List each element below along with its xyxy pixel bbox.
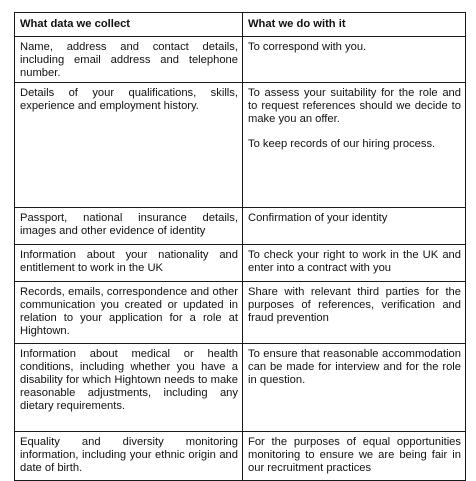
use-cell <box>243 245 466 282</box>
use-cell <box>243 37 466 83</box>
header-what-we-do: What we do with it <box>243 13 466 37</box>
table-row <box>15 282 466 344</box>
use-cell <box>243 432 466 481</box>
table-row <box>15 37 466 83</box>
table-header-row <box>15 13 466 37</box>
data-collection-table <box>14 12 466 481</box>
use-text: For the purposes of equal opportunities monitoring to ensure we are being fair in our recruitment practices <box>248 436 461 474</box>
use-cell <box>243 282 466 344</box>
table-row <box>15 432 466 481</box>
collect-cell: Records, emails, correspondence and other communication you created or updated in relation to your application for a role at Hightown. <box>15 282 243 344</box>
use-cell <box>243 344 466 432</box>
use-text: To keep records of our hiring process. <box>248 138 436 150</box>
use-cell <box>243 208 466 245</box>
collect-cell: Information about your nationality and entitlement to work in the UK <box>15 245 243 282</box>
table-row <box>15 83 466 208</box>
use-text: To check your right to work in the UK and enter into a contract with you <box>248 249 461 274</box>
collect-cell: Passport, national insurance details, images and other evidence of identity <box>15 208 243 245</box>
use-text: To assess your suitability for the role and to request references should we decide to make you an offer. <box>248 87 461 125</box>
collect-cell: Information about medical or health conditions, including whether you have a disability for which Hightown needs to make reasonable adjustments, including any dietary requirements. <box>15 344 243 432</box>
use-text: Confirmation of your identity <box>248 212 388 224</box>
header-what-we-collect: What data we collect <box>15 13 243 37</box>
use-text: To correspond with you. <box>248 41 367 53</box>
use-text: Share with relevant third parties for the purposes of references, verification and fraud prevention <box>248 286 461 324</box>
use-cell <box>243 83 466 208</box>
table-row <box>15 208 466 245</box>
collect-cell: Details of your qualifications, skills, experience and employment history. <box>15 83 243 208</box>
collect-cell: Name, address and contact details, including email address and telephone number. <box>15 37 243 83</box>
use-text: To ensure that reasonable accommodation can be made for interview and for the role in question. <box>248 348 461 386</box>
table-row <box>15 245 466 282</box>
table-row <box>15 344 466 432</box>
collect-cell: Equality and diversity monitoring information, including your ethnic origin and date of birth. <box>15 432 243 481</box>
